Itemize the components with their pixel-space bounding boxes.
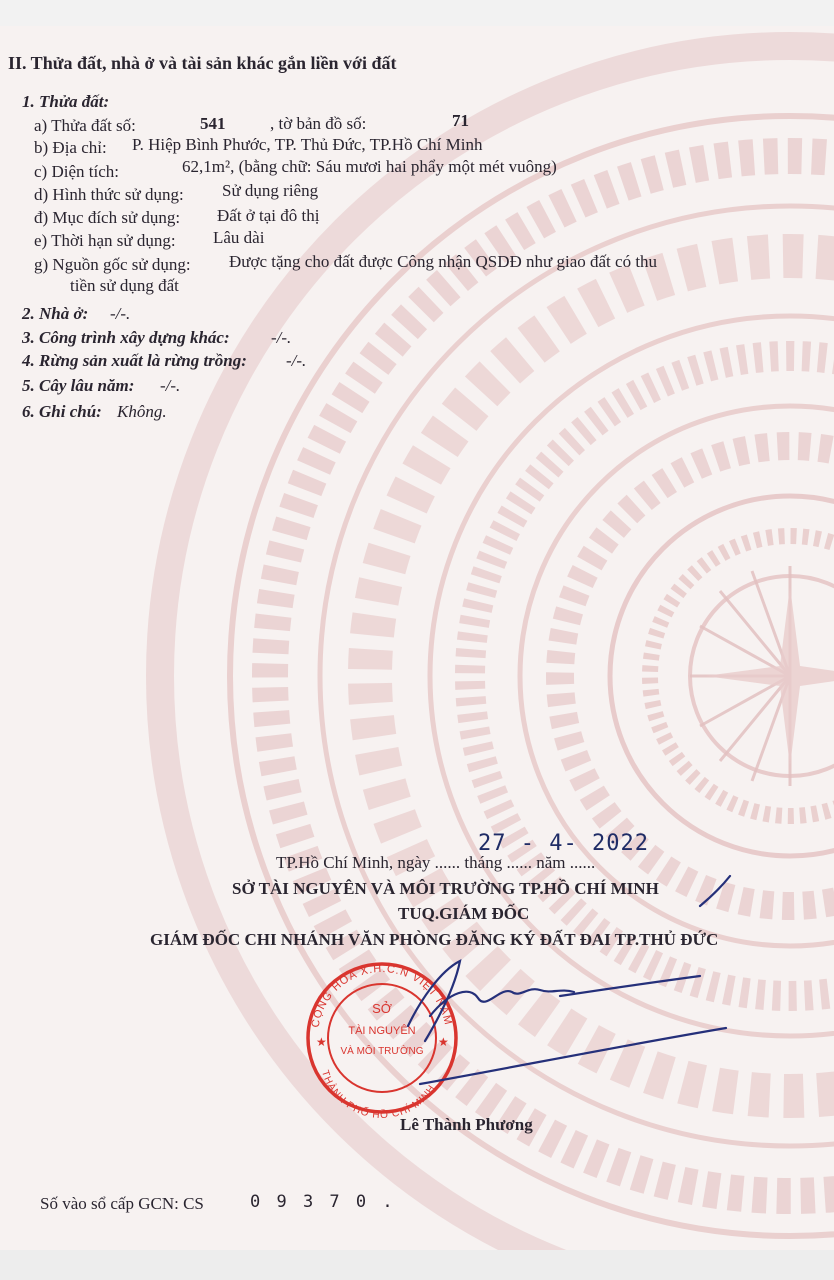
address-label: b) Địa chỉ: xyxy=(34,138,107,157)
place-date-line: TP.Hồ Chí Minh, ngày ...... tháng ...... năm ...... xyxy=(276,853,596,872)
forest-value: -/-. xyxy=(286,351,307,370)
section-heading: II. Thửa đất, nhà ở và tài sản khác gắn liền với đất xyxy=(8,53,397,73)
seal-bottom-text: THÀNH PHỐ HỒ CHÍ MINH xyxy=(318,1068,439,1122)
perennial-tree-label: 5. Cây lâu năm: xyxy=(22,376,135,395)
director-title: GIÁM ĐỐC CHI NHÁNH VĂN PHÒNG ĐĂNG KÝ ĐẤT ĐAI TP.THỦ ĐỨC xyxy=(150,930,719,949)
forest-label: 4. Rừng sản xuất là rừng trồng: xyxy=(22,351,247,370)
seal-line1: SỞ xyxy=(372,1001,392,1016)
certificate-page xyxy=(0,26,834,1250)
seal-ring-text: CỘNG HÒA X.H.C.N VIỆT NAM xyxy=(309,962,455,1029)
construction-value: -/-. xyxy=(271,328,292,347)
svg-text:★: ★ xyxy=(438,1035,449,1049)
top-margin xyxy=(0,0,834,26)
seal-line3: VÀ MÔI TRƯỜNG xyxy=(340,1046,424,1057)
bottom-margin xyxy=(0,1250,834,1280)
handwritten-signature xyxy=(408,876,730,1084)
parcel-number-value: 541 xyxy=(200,114,226,133)
map-sheet-value: 71 xyxy=(452,111,469,130)
registry-number: 0 9 3 7 0 . xyxy=(250,1192,396,1212)
parcel-number-label: a) Thửa đất số: xyxy=(34,116,136,135)
land-heading: 1. Thửa đất: xyxy=(22,92,110,111)
construction-label: 3. Công trình xây dựng khác: xyxy=(22,328,230,347)
usage-term-value: Lâu dài xyxy=(213,228,265,247)
map-sheet-label: , tờ bản đồ số: xyxy=(270,114,367,133)
note-label: 6. Ghi chú: xyxy=(22,402,102,421)
origin-label: g) Nguồn gốc sử dụng: xyxy=(34,255,191,274)
department-name: SỞ TÀI NGUYÊN VÀ MÔI TRƯỜNG TP.HỒ CHÍ MINH xyxy=(232,879,659,898)
handwritten-date: 27 - 4- 2022 xyxy=(478,831,649,856)
area-value: 62,1m², (bằng chữ: Sáu mươi hai phẩy một mét vuông) xyxy=(182,157,557,176)
origin-value-line1: Được tặng cho đất được Công nhận QSDĐ như giao đất có thu xyxy=(229,252,658,271)
note-value: Không. xyxy=(117,402,167,421)
address-value: P. Hiệp Bình Phước, TP. Thủ Đức, TP.Hồ Chí Minh xyxy=(132,135,483,154)
signature-and-seal xyxy=(0,26,834,1250)
usage-term-label: e) Thời hạn sử dụng: xyxy=(34,231,176,250)
house-label: 2. Nhà ở: xyxy=(22,304,89,323)
seal-line2: TÀI NGUYÊN xyxy=(348,1025,416,1037)
house-value: -/-. xyxy=(110,304,131,323)
registry-label: Số vào sổ cấp GCN: CS xyxy=(40,1194,204,1213)
perennial-tree-value: -/-. xyxy=(160,376,181,395)
origin-value-line2: tiền sử dụng đất xyxy=(70,276,179,295)
svg-text:★: ★ xyxy=(316,1035,327,1049)
usage-purpose-label: đ) Mục đích sử dụng: xyxy=(34,208,181,227)
usage-form-value: Sử dụng riêng xyxy=(222,181,319,200)
area-label: c) Diện tích: xyxy=(34,162,119,181)
official-seal xyxy=(308,963,456,1121)
signer-name: Lê Thành Phương xyxy=(400,1115,533,1134)
usage-form-label: d) Hình thức sử dụng: xyxy=(34,185,184,204)
on-behalf-line: TUQ.GIÁM ĐỐC xyxy=(398,904,530,923)
usage-purpose-value: Đất ở tại đô thị xyxy=(217,206,320,225)
